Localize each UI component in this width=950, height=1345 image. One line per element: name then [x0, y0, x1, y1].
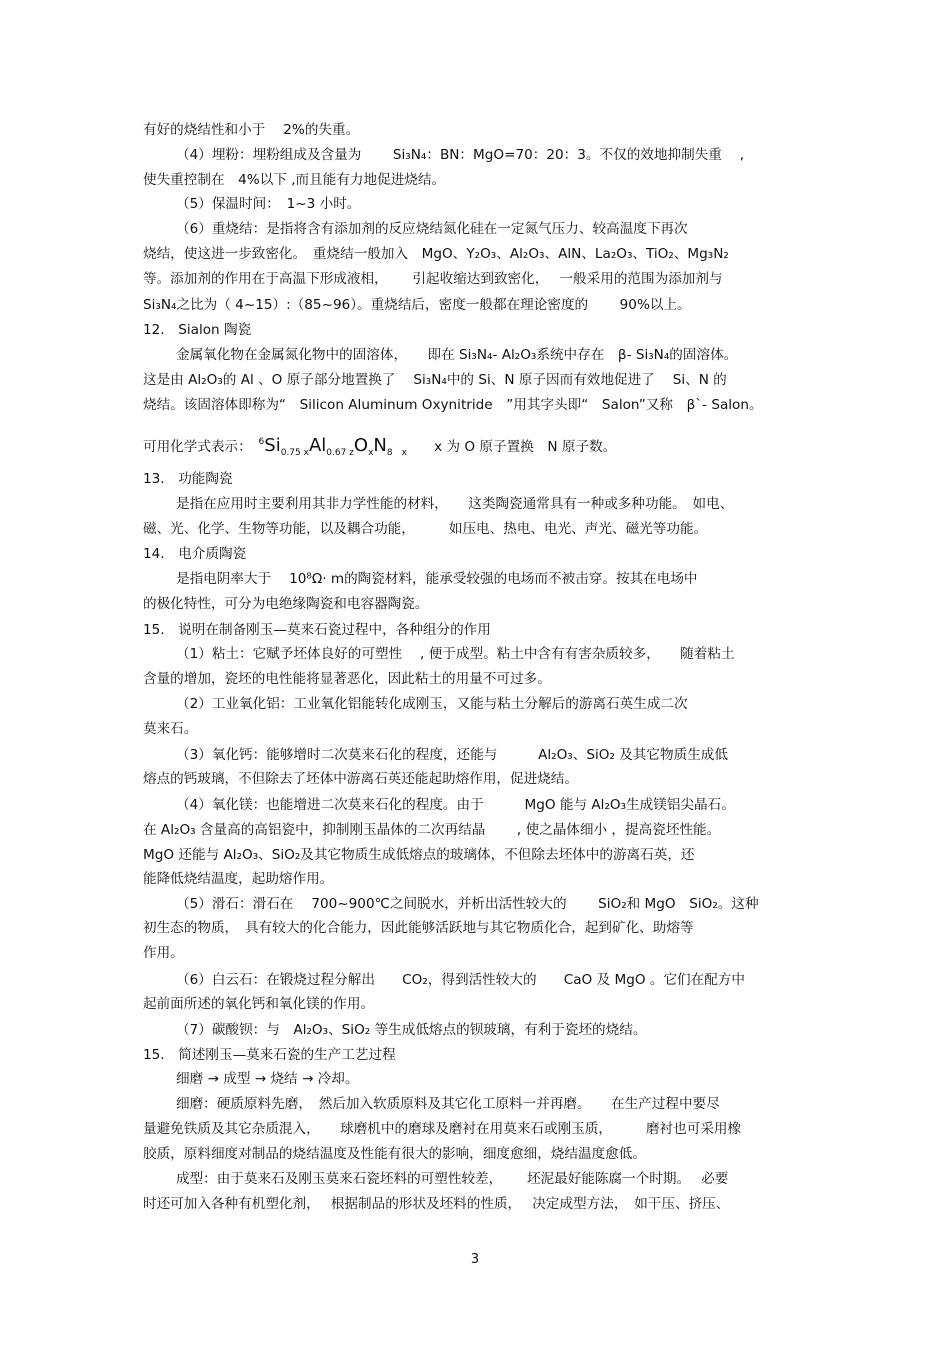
text-line: 熔点的钙玻璃，不但除去了坯体中游离石英还能起助熔作用，促进烧结。 — [143, 771, 578, 787]
text-line: 初生态的物质， 具有较大的化合能力，因此能够活跃地与其它物质化合，起到矿化、助熔等 — [143, 920, 694, 936]
text-line: （5）滑石：滑石在 700~900℃之间脱水，并析出活性较大的 SiO₂和 MgO SiO₂。这种 — [176, 896, 759, 912]
text-line: 使失重控制在 4%以下 ,而且能有力地促进烧结。 — [143, 172, 446, 188]
formula-si: Si — [264, 435, 281, 456]
text-line: 这是由 Al₂O₃的 Al 、O 原子部分地置换了 Si₃N₄中的 Si、N 原子因而有效地促进了 Si、N 的 — [143, 372, 727, 388]
text-line: （5）保温时间： 1~3 小时。 — [176, 196, 361, 212]
page-number: 3 — [470, 1252, 480, 1267]
section-heading: 12. Sialon 陶瓷 — [143, 322, 252, 338]
text-line: 作用。 — [143, 945, 184, 961]
text-line: 能降低烧结温度，起助熔作用。 — [143, 871, 334, 887]
text-line: （2）工业氧化铝：工业氧化铝能转化成刚玉，又能与粘土分解后的游离石英生成二次 — [176, 696, 688, 712]
text-line: 烧结，使这进一步致密化。 重烧结一般加入 MgO、Y₂O₃、Al₂O₃、AlN、La₂O₃、TiO₂、Mg₃N₂ — [143, 246, 729, 262]
text-line: 是指在应用时主要利用其非力学性能的材料， 这类陶瓷通常具有一种或多种功能。 如电、 — [176, 496, 734, 512]
formula-o: O — [353, 435, 369, 456]
text-line: 有好的烧结性和小于 2%的失重。 — [143, 122, 360, 138]
section-heading: 14. 电介质陶瓷 — [143, 546, 247, 562]
text-line: Si₃N₄之比为（ 4~15）:（85~96）。重烧结后，密度一般都在理论密度的 90%以上。 — [143, 297, 691, 313]
formula-subscript: 0.75 x — [280, 448, 309, 458]
chemical-formula — [143, 428, 808, 467]
text-line: （1）粘土：它赋予坯体良好的可塑性 , 便于成型。粘土中含有有害杂质较多， 随着粘土 — [176, 646, 735, 662]
formula-superscript: 6 — [258, 437, 265, 447]
text-line: 成型：由于莫来石及刚玉莫来石瓷坯料的可塑性较差， 坯泥最好能陈腐一个时期。 必要 — [176, 1171, 729, 1187]
text-line: 等。添加剂的作用在于高温下形成液相， 引起收缩达到致密化， 一般采用的范围为添加剂与 — [143, 271, 723, 287]
text-line: 烧结。该固溶体即称为“ Silicon Aluminum Oxynitride ”用其字头即“ Salon”又称 β`- Salon。 — [143, 397, 763, 413]
text-line: 起前面所述的氧化钙和氧化镁的作用。 — [143, 996, 375, 1012]
formula-subscript: 0.67 z — [326, 448, 354, 458]
text-line: （6）重烧结：是指将含有添加剂的反应烧结氮化硅在一定氮气压力、较高温度下再次 — [176, 221, 688, 237]
text-line: 时还可加入各种有机塑化剂， 根据制品的形状及坯料的性质， 决定成型方法， 如干压、挤压、 — [143, 1196, 730, 1212]
text-line: 在 Al₂O₃ 含量高的高铝瓷中，抑制刚玉晶体的二次再结晶 , 使之晶体细小 ，提高瓷坯性能。 — [143, 822, 721, 838]
text-line: 的极化特性，可分为电绝缘陶瓷和电容器陶瓷。 — [143, 596, 429, 612]
text-line: （6）白云石：在锻烧过程分解出 CO₂，得到活性较大的 CaO 及 MgO 。它们在配方中 — [176, 972, 746, 988]
formula-n: N — [373, 435, 387, 456]
text-line: 是指电阴率大于 10⁸Ω· m的陶瓷材料，能承受较强的电场而不被击穿。按其在电场中 — [176, 571, 698, 587]
text-line: 细磨：硬质原料先磨， 然后加入软质原料及其它化工原料一并再磨。 在生产过程中要尽 — [176, 1096, 720, 1112]
section-heading: 13. 功能陶瓷 — [143, 471, 233, 487]
formula-suffix: x 为 O 原子置换 N 原子数。 — [434, 439, 617, 455]
formula-subscript: 8 x — [386, 448, 407, 458]
text-line: （7）碳酸钡：与 Al₂O₃、SiO₂ 等生成低熔点的钡玻璃，有利于瓷坯的烧结。 — [176, 1022, 647, 1038]
section-heading: 15. 说明在制备刚玉—莫来石瓷过程中，各种组分的作用 — [143, 622, 491, 638]
text-line: 莫来石。 — [143, 721, 198, 737]
text-line: 胶质，原料细度对制品的烧结温度及性能有很大的影响，细度愈细，烧结温度愈低。 — [143, 1146, 646, 1162]
text-line: 含量的增加，瓷坯的电性能将显著恶化，因此粘土的用量不可过多。 — [143, 671, 551, 687]
formula-prefix: 可用化学式表示： — [143, 439, 245, 455]
section-heading: 15. 简述刚玉—莫来石瓷的生产工艺过程 — [143, 1047, 396, 1063]
process-flow: 细磨 → 成型 → 烧结 → 冷却。 — [176, 1071, 359, 1087]
text-line: （3）氧化钙：能够增时二次莫来石化的程度，还能与 Al₂O₃、SiO₂ 及其它物质生成低 — [176, 747, 728, 763]
text-line: （4）埋粉：埋粉组成及含量为 Si₃N₄：BN：MgO=70：20：3。不仅的效地抑制失重 , — [176, 147, 745, 163]
text-line: MgO 还能与 Al₂O₃、SiO₂及其它物质生成低熔点的玻璃体，不但除去坯体中的游离石英，还 — [143, 847, 695, 863]
text-line: （4）氧化镁：也能增进二次莫来石化的程度。由于 MgO 能与 Al₂O₃生成镁铝尖晶石。 — [176, 797, 735, 813]
formula-al: Al — [308, 435, 327, 456]
text-line: 金属氧化物在金属氮化物中的固溶体， 即在 Si₃N₄- Al₂O₃系统中存在 β- Si₃N₄的固溶体。 — [176, 347, 738, 363]
text-line: 磁、光、化学、生物等功能，以及耦合功能， 如压电、热电、电光、声光、磁光等功能。 — [143, 521, 708, 537]
formula-subscript: x — [368, 448, 374, 458]
text-line: 量避免铁质及其它杂质混入， 球磨机中的磨球及磨衬在用莫来石或刚玉质， 磨衬也可采用橡 — [143, 1121, 742, 1137]
